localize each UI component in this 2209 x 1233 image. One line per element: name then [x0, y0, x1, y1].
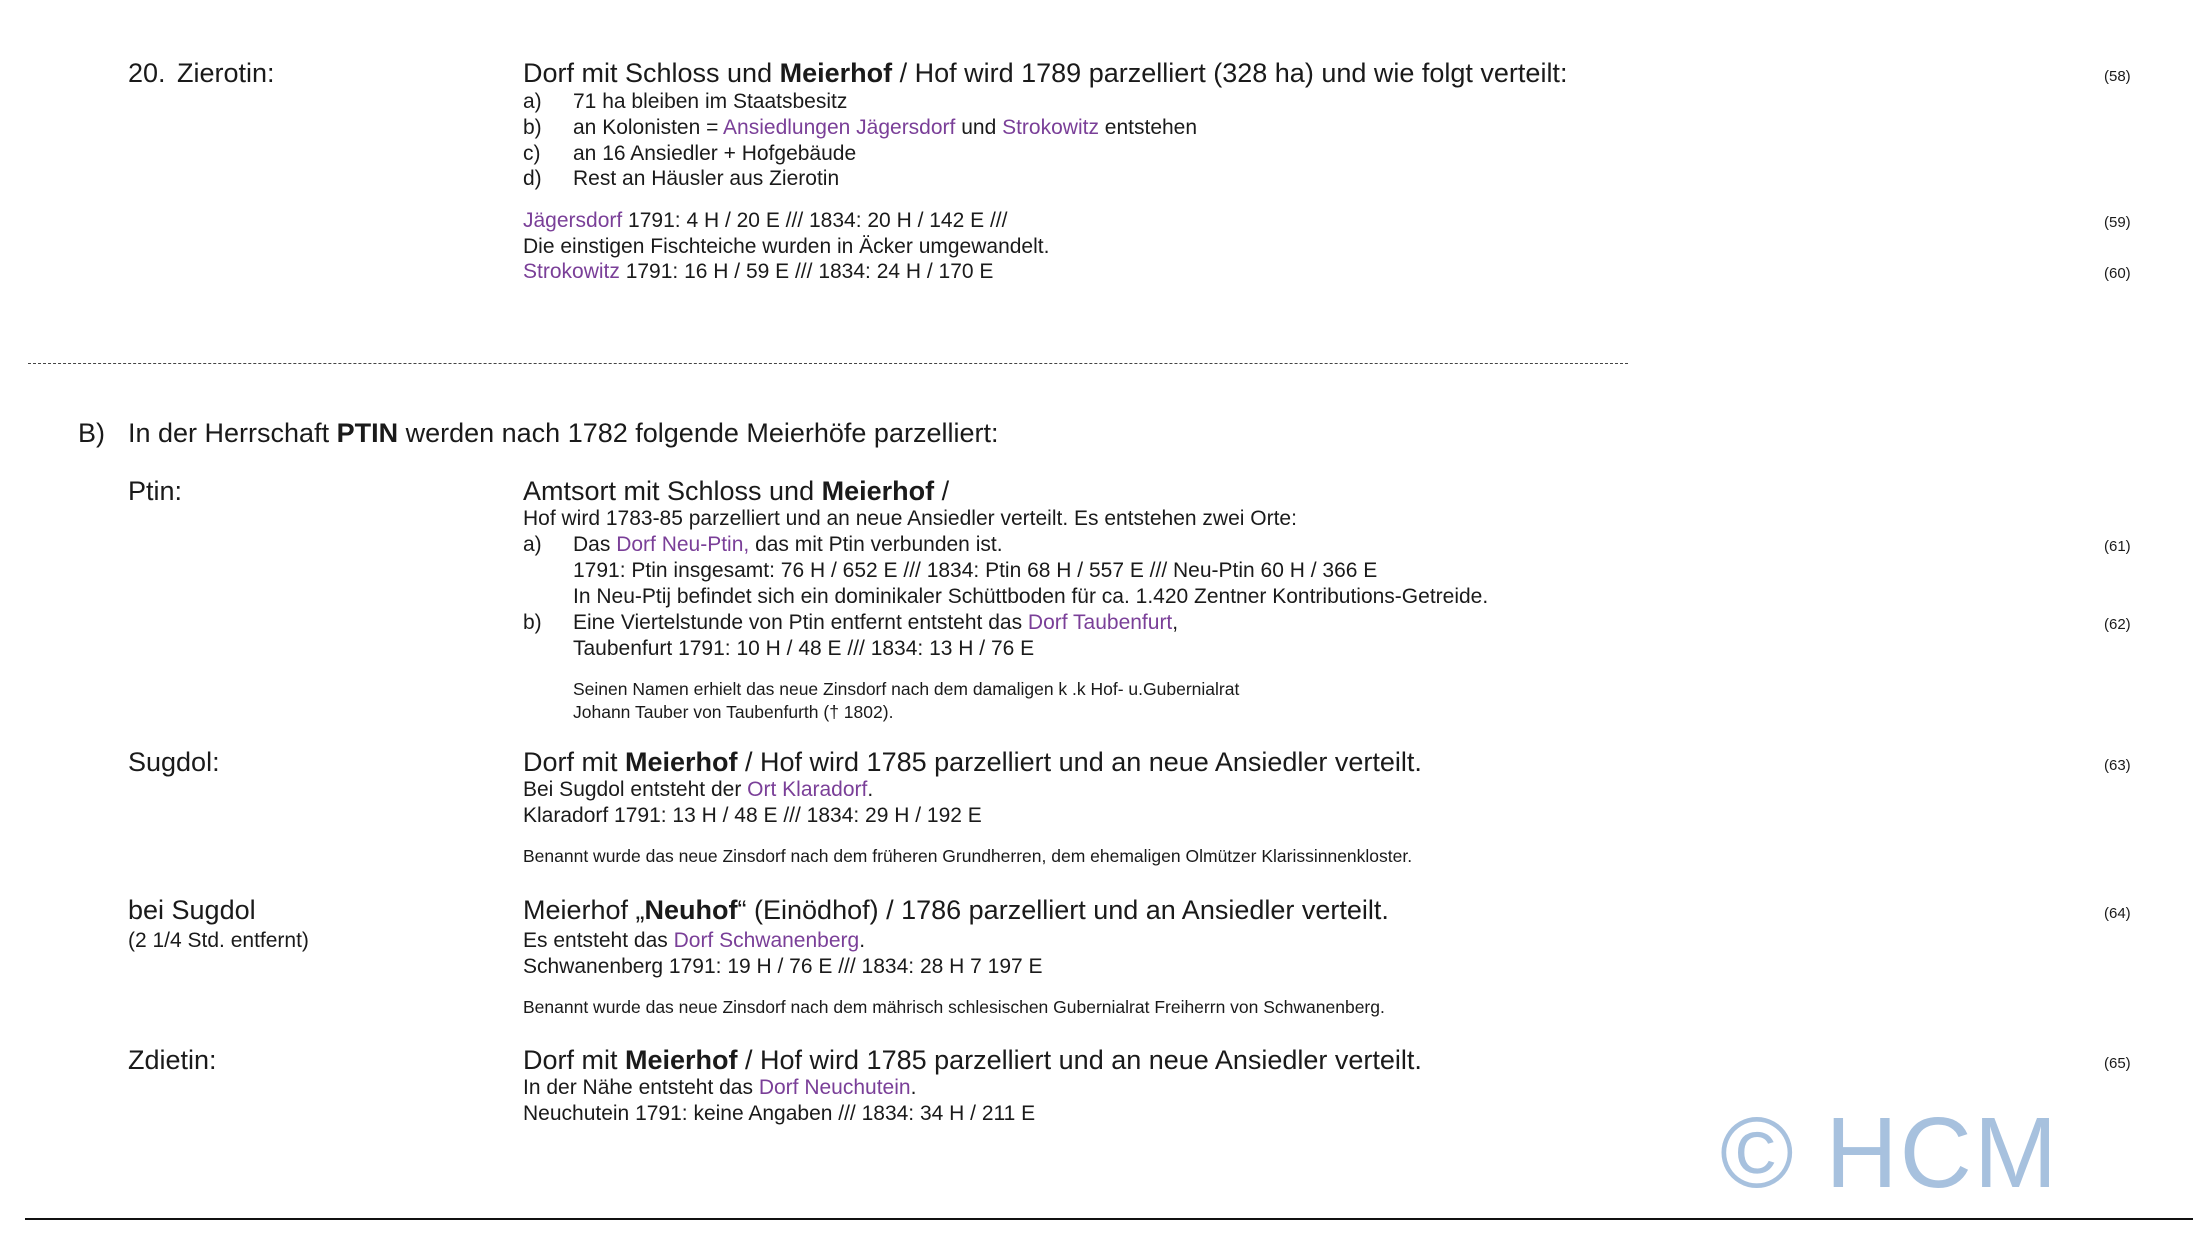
jaegersdorf-line: Jägersdorf 1791: 4 H / 20 E /// 1834: 20 H / 142 E /// [523, 209, 1008, 232]
item-text-d: Rest an Häusler aus Zierotin [573, 167, 840, 190]
footer-rule [25, 1218, 2193, 1220]
ref-62: (62) [2104, 616, 2131, 633]
section-heading-ptin: In der Herrschaft PTIN werden nach 1782 folgende Meierhöfe parzelliert: [128, 418, 999, 448]
ref-63: (63) [2104, 757, 2131, 774]
sugdol-line3: Klaradorf 1791: 13 H / 48 E /// 1834: 29 H / 192 E [523, 804, 982, 827]
ref-60: (60) [2104, 265, 2131, 282]
headline-zdietin: Dorf mit Meierhof / Hof wird 1785 parzelliert und an neue Ansiedler verteilt. [523, 1045, 1422, 1075]
link-dorf-neu-ptin[interactable]: Dorf Neu-Ptin, [616, 533, 750, 556]
strokowitz-line: Strokowitz 1791: 16 H / 59 E /// 1834: 24 H / 170 E [523, 260, 994, 283]
ptin-a-line2: 1791: Ptin insgesamt: 76 H / 652 E /// 1834: Ptin 68 H / 557 E /// Neu-Ptin 60 H / 366 E [573, 559, 1378, 582]
link-strokowitz[interactable]: Strokowitz [1002, 116, 1099, 139]
item-text-a: 71 ha bleiben im Staatsbesitz [573, 90, 848, 113]
link-ansiedlungen-jaegersdorf[interactable]: Ansiedlungen Jägersdorf [723, 116, 956, 139]
ptin-line2: Hof wird 1783-85 parzelliert und an neue Ansiedler verteilt. Es entstehen zwei Orte: [523, 507, 1297, 530]
item-text-c: an 16 Ansiedler + Hofgebäude [573, 142, 857, 165]
zdietin-line2: In der Nähe entsteht das Dorf Neuchutein. [523, 1076, 917, 1099]
ref-64: (64) [2104, 905, 2131, 922]
link-jaegersdorf[interactable]: Jägersdorf [523, 209, 623, 232]
sugdol-note: Benannt wurde das neue Zinsdorf nach dem früheren Grundherren, dem ehemaligen Olmützer Klarissinnenkloster. [523, 846, 1413, 866]
zdietin-line3: Neuchutein 1791: keine Angaben /// 1834: 34 H / 211 E [523, 1102, 1036, 1125]
entry-name-zierotin: Zierotin: [177, 58, 275, 88]
bei-sugdol-line2: Es entsteht das Dorf Schwanenberg. [523, 929, 866, 952]
ptin-a-line1: Das Dorf Neu-Ptin, das mit Ptin verbunden ist. [573, 533, 1003, 556]
ptin-a-line3: In Neu-Ptij befindet sich ein dominikaler Schüttboden für ca. 1.420 Zentner Kontributions-Getreide. [573, 585, 1489, 608]
ref-61: (61) [2104, 538, 2131, 555]
link-ort-klaradorf[interactable]: Ort Klaradorf [747, 778, 868, 801]
entry-name-ptin: Ptin: [128, 476, 183, 506]
ref-65: (65) [2104, 1055, 2131, 1072]
section-label-b: B) [78, 418, 105, 448]
link-dorf-schwanenberg[interactable]: Dorf Schwanenberg [673, 929, 860, 952]
ptin-note-line2: Johann Tauber von Taubenfurth († 1802). [573, 702, 894, 722]
headline-sugdol: Dorf mit Meierhof / Hof wird 1785 parzelliert und an neue Ansiedler verteilt. [523, 747, 1422, 777]
headline-ptin: Amtsort mit Schloss und Meierhof / [523, 476, 950, 506]
sugdol-line2: Bei Sugdol entsteht der Ort Klaradorf. [523, 778, 874, 801]
entry-name-sugdol: Sugdol: [128, 747, 220, 777]
ptin-note-line1: Seinen Namen erhielt das neue Zinsdorf nach dem damaligen k .k Hof- u.Gubernialrat [573, 679, 1240, 699]
entry-number: 20. [128, 58, 166, 88]
entry-name-bei-sugdol: bei Sugdol [128, 895, 256, 925]
fischteiche-line: Die einstigen Fischteiche wurden in Äcker umgewandelt. [523, 235, 1050, 258]
link-strokowitz-2[interactable]: Strokowitz [523, 260, 620, 283]
ref-59: (59) [2104, 214, 2131, 231]
copyright-watermark: © HCM [1720, 1097, 2060, 1209]
headline-bei-sugdol: Meierhof „Neuhof“ (Einödhof) / 1786 parzelliert und an Ansiedler verteilt. [523, 895, 1389, 925]
item-text-b: an Kolonisten = Ansiedlungen Jägersdorf und Strokowitz entstehen [573, 116, 1198, 139]
item-label-c: c) [523, 142, 541, 165]
ptin-b-line1: Eine Viertelstunde von Ptin entfernt entsteht das Dorf Taubenfurt, [573, 611, 1179, 634]
ptin-label-a: a) [523, 533, 542, 556]
section-divider-dashed [28, 363, 1628, 364]
ptin-label-b: b) [523, 611, 542, 634]
link-dorf-taubenfurt[interactable]: Dorf Taubenfurt [1027, 611, 1173, 634]
ref-58: (58) [2104, 68, 2131, 85]
link-dorf-neuchutein[interactable]: Dorf Neuchutein [758, 1076, 911, 1099]
bei-sugdol-line3: Schwanenberg 1791: 19 H / 76 E /// 1834: 28 H 7 197 E [523, 955, 1043, 978]
headline-zierotin: Dorf mit Schloss und Meierhof / Hof wird 1789 parzelliert (328 ha) und wie folgt verteilt: [523, 58, 1568, 88]
ptin-b-line2: Taubenfurt 1791: 10 H / 48 E /// 1834: 13 H / 76 E [573, 637, 1035, 660]
item-label-a: a) [523, 90, 542, 113]
entry-sub-bei-sugdol: (2 1/4 Std. entfernt) [128, 929, 309, 952]
item-label-b: b) [523, 116, 542, 139]
bei-sugdol-note: Benannt wurde das neue Zinsdorf nach dem mährisch schlesischen Gubernialrat Freiherrn von Schwanenberg. [523, 997, 1385, 1017]
entry-name-zdietin: Zdietin: [128, 1045, 217, 1075]
item-label-d: d) [523, 167, 542, 190]
